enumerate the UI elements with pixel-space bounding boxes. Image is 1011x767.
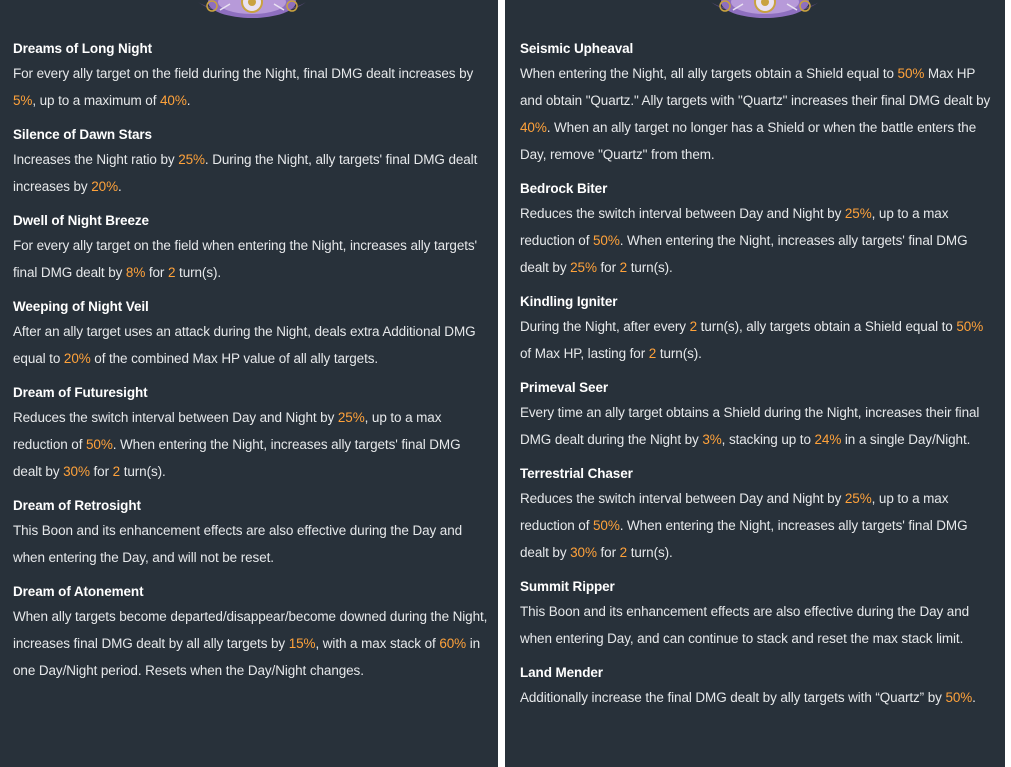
description-text: . When entering the Night, increases ally targets' final DMG dealt by	[520, 233, 968, 275]
boon-list	[520, 38, 995, 721]
boon-entry	[13, 382, 490, 485]
boon-entry	[13, 296, 490, 372]
boon-description	[13, 603, 490, 684]
description-text: Reduces the switch interval between Day and Night by	[520, 206, 845, 221]
boon-description	[520, 313, 995, 367]
boon-description	[520, 684, 995, 711]
boon-entry	[13, 581, 490, 684]
boon-title: Dwell of Night Breeze	[13, 213, 149, 228]
description-text: for	[596, 260, 620, 275]
description-text: .	[972, 690, 976, 705]
boon-title: Land Mender	[520, 665, 603, 680]
description-text: Max HP and obtain "Quartz." Ally targets with "Quartz" increases their final DMG dealt by	[520, 66, 991, 108]
highlight-value: 50%	[897, 66, 925, 81]
description-text: . When entering the Night, increases ally targets' final DMG dealt by	[520, 518, 968, 560]
description-text: When entering the Night, all ally targets obtain a Shield equal to	[520, 66, 898, 81]
left-boon-panel	[0, 0, 498, 767]
highlight-value: 2	[167, 265, 176, 280]
boon-entry	[13, 495, 490, 571]
highlight-value: 30%	[570, 545, 597, 560]
boon-entry	[13, 124, 490, 200]
boon-title: Primeval Seer	[520, 380, 609, 395]
description-text: When ally targets become departed/disappear/become downed during the Night, increases final DMG dealt by all ally targets by	[13, 609, 488, 651]
description-text: turn(s).	[656, 346, 702, 361]
boon-description	[520, 485, 995, 566]
boon-description	[13, 517, 490, 571]
right-boon-panel	[505, 0, 1005, 767]
boon-description	[13, 318, 490, 372]
highlight-value: 2	[648, 346, 657, 361]
description-text: After an ally target uses an attack during the Night, deals extra Additional DMG equal to	[13, 324, 476, 366]
description-text: Reduces the switch interval between Day and Night by	[13, 410, 338, 425]
highlight-value: 40%	[520, 120, 547, 135]
highlight-value: 20%	[63, 351, 91, 366]
boon-entry	[520, 576, 995, 652]
description-text: , with a max stack of	[315, 636, 440, 651]
description-text: Reduces the switch interval between Day and Night by	[520, 491, 845, 506]
highlight-value: 2	[689, 319, 698, 334]
boon-description	[520, 200, 995, 281]
boon-title: Dream of Atonement	[13, 584, 144, 599]
boon-description	[13, 404, 490, 485]
highlight-value: 25%	[337, 410, 365, 425]
highlight-value: 5%	[13, 93, 33, 108]
boon-list	[13, 38, 490, 694]
description-text: , stacking up to	[721, 432, 815, 447]
description-text: During the Night, after every	[520, 319, 690, 334]
boon-description	[13, 232, 490, 286]
highlight-value: 2	[619, 260, 628, 275]
description-text: turn(s).	[120, 464, 166, 479]
boon-entry	[13, 38, 490, 114]
boon-title: Weeping of Night Veil	[13, 299, 149, 314]
boon-title: Dream of Futuresight	[13, 385, 148, 400]
boon-title: Summit Ripper	[520, 579, 615, 594]
highlight-value: 30%	[63, 464, 90, 479]
highlight-value: 50%	[956, 319, 984, 334]
description-text: for	[145, 265, 168, 280]
highlight-value: 25%	[178, 152, 205, 167]
boon-entry	[520, 178, 995, 281]
description-text: for	[596, 545, 620, 560]
highlight-value: 2	[619, 545, 628, 560]
description-text: This Boon and its enhancement effects are also effective during the Day and when entering the Day, and will not be reset.	[13, 523, 463, 565]
boon-entry	[520, 377, 995, 453]
description-text: Every time an ally target obtains a Shield during the Night, increases their final DMG dealt during the Night by	[520, 405, 980, 447]
boon-description	[520, 598, 995, 652]
description-text: turn(s).	[175, 265, 222, 280]
emblem-icon	[190, 0, 314, 22]
boon-description	[520, 399, 995, 453]
boon-title: Dreams of Long Night	[13, 41, 152, 56]
description-text: This Boon and its enhancement effects are also effective during the Day and when entering Day, and can continue to stack and reset the max stack limit.	[520, 604, 970, 646]
description-text: for	[89, 464, 113, 479]
boon-description	[520, 60, 995, 168]
description-text: For every ally target on the field when entering the Night, increases ally targets' final DMG dealt by	[13, 238, 478, 280]
highlight-value: 40%	[160, 93, 187, 108]
description-text: .	[117, 179, 122, 194]
emblem-icon	[703, 0, 827, 22]
description-text: , up to a max reduction of	[13, 410, 442, 452]
description-text: .	[186, 93, 191, 108]
description-text: in one Day/Night period. Resets when the Day/Night changes.	[13, 636, 481, 678]
description-text: Increases the Night ratio by	[13, 152, 179, 167]
boon-title: Silence of Dawn Stars	[13, 127, 152, 142]
description-text: of Max HP, lasting for	[520, 346, 649, 361]
boon-title: Bedrock Biter	[520, 181, 608, 196]
description-text: . When entering the Night, increases ally targets' final DMG dealt by	[13, 437, 461, 479]
boon-entry	[520, 291, 995, 367]
highlight-value: 20%	[91, 179, 118, 194]
highlight-value: 50%	[86, 437, 113, 452]
boon-description	[13, 146, 490, 200]
description-text: . During the Night, ally targets' final DMG dealt increases by	[13, 152, 478, 194]
boon-entry	[13, 210, 490, 286]
description-text: in a single Day/Night.	[841, 432, 971, 447]
description-text: . When an ally target no longer has a Shield or when the battle enters the Day, remove "Quartz" from them.	[520, 120, 977, 162]
description-text: , up to a max reduction of	[520, 206, 949, 248]
highlight-value: 25%	[844, 491, 872, 506]
description-text: of the combined Max HP value of all ally targets.	[90, 351, 379, 366]
highlight-value: 50%	[593, 518, 620, 533]
highlight-value: 2	[112, 464, 121, 479]
boon-entry	[520, 463, 995, 566]
highlight-value: 25%	[570, 260, 597, 275]
highlight-value: 50%	[945, 690, 973, 705]
highlight-value: 25%	[844, 206, 872, 221]
boon-title: Terrestrial Chaser	[520, 466, 633, 481]
highlight-value: 24%	[814, 432, 842, 447]
highlight-value: 60%	[439, 636, 467, 651]
boon-entry	[520, 662, 995, 711]
description-text: turn(s).	[627, 260, 673, 275]
boon-title: Dream of Retrosight	[13, 498, 141, 513]
boon-title: Seismic Upheaval	[520, 41, 634, 56]
boon-title: Kindling Igniter	[520, 294, 618, 309]
description-text: , up to a max reduction of	[520, 491, 949, 533]
description-text: turn(s), ally targets obtain a Shield equal to	[697, 319, 957, 334]
highlight-value: 50%	[593, 233, 620, 248]
description-text: , up to a maximum of	[32, 93, 161, 108]
boon-entry	[520, 38, 995, 168]
boon-description	[13, 60, 490, 114]
description-text: Additionally increase the final DMG dealt by ally targets with “Quartz” by	[520, 690, 946, 705]
description-text: For every ally target on the field during the Night, final DMG dealt increases by	[13, 66, 474, 81]
highlight-value: 8%	[125, 265, 146, 280]
highlight-value: 3%	[702, 432, 722, 447]
description-text: turn(s).	[627, 545, 673, 560]
highlight-value: 15%	[288, 636, 316, 651]
